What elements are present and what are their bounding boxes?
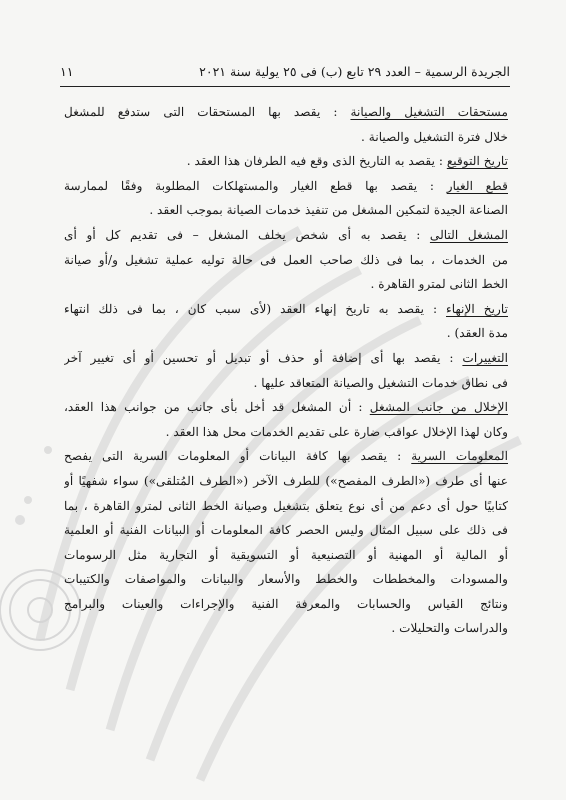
definition-item bbox=[64, 100, 508, 149]
definition-text: : أن المشغل قد أخل بأى جانب من جوانب هذا العقد، bbox=[64, 400, 370, 415]
definition-text: عنها أى طرف («الطرف المفصح») للطرف الآخر («الطرف المُتلقى») سواء شفهيًا أو bbox=[64, 473, 508, 488]
definition-item bbox=[64, 149, 508, 174]
definition-text: : يقصد به التاريخ الذى وقع فيه الطرفان هذا العقد . bbox=[186, 154, 447, 169]
header-rule bbox=[60, 86, 510, 87]
page-header bbox=[60, 62, 510, 84]
definition-text: : يقصد به أى شخص يخلف المشغل – فى تقديم كل أو أى bbox=[64, 227, 430, 242]
definitions-body bbox=[64, 100, 508, 641]
definition-text: والدراسات والتحليلات . bbox=[391, 621, 508, 636]
definition-term: قطع الغيار bbox=[446, 178, 508, 193]
definition-text: الخط الثانى لمترو القاهرة . bbox=[370, 277, 508, 292]
definition-text: خلال فترة التشغيل والصيانة . bbox=[361, 129, 508, 144]
definition-text: فى ذلك على سبيل المثال وليس الحصر كافة المعلومات أو البيانات الفنية أو العلمية bbox=[64, 523, 508, 538]
definition-term: المشغل التالى bbox=[429, 227, 508, 242]
definition-text: الصناعة الجيدة لتمكين المشغل من تنفيذ خدمات الصيانة بموجب العقد . bbox=[149, 203, 508, 218]
definition-term: التغييرات bbox=[462, 350, 508, 365]
definition-item bbox=[64, 395, 508, 444]
definition-text: من الخدمات ، بما فى ذلك صاحب العمل فى حالة توليه عملية تشغيل و/أو صيانة bbox=[64, 252, 508, 267]
definition-term: تاريخ التوقيع bbox=[446, 154, 508, 169]
definition-term: تاريخ الإنهاء bbox=[446, 301, 508, 316]
definition-text: كتابيًا حول أى دعم من أى نوع يتعلق بتشغيل وصيانة الخط الثانى لمترو القاهرة ، بما bbox=[64, 498, 508, 513]
definition-term: المعلومات السرية bbox=[411, 449, 508, 464]
definition-term: مستحقات التشغيل والصيانة bbox=[350, 105, 508, 119]
definition-text: : يقصد بها المستحقات التى ستدفع للمشغل bbox=[64, 105, 351, 119]
definition-text: : يقصد بها قطع الغيار والمستهلكات المطلوبة وفقًا لممارسة bbox=[64, 178, 447, 193]
definition-text: ونتائج القياس والحسابات والمعرفة الفنية والإجراءات والعينات والبرامج bbox=[64, 596, 508, 611]
definition-text: : يقصد بها كافة البيانات أو المعلومات السرية التى يفصح bbox=[64, 449, 412, 464]
definition-text: : يقصد به تاريخ إنهاء العقد (لأى سبب كان ، بما فى ذلك انتهاء bbox=[64, 301, 446, 316]
definition-text: وكان لهذا الإخلال عواقب ضارة على تقديم الخدمات محل هذا العقد . bbox=[165, 424, 508, 439]
page-number: ١١ bbox=[60, 64, 74, 79]
definition-text: والمسودات والمخططات والخطط والأسعار والبيانات والمواصفات والكتيبات bbox=[64, 572, 508, 587]
definition-item bbox=[64, 346, 508, 395]
definition-item bbox=[64, 174, 508, 223]
definition-item bbox=[64, 444, 508, 641]
gazette-title: الجريدة الرسمية – العدد ٢٩ تابع (ب) فى ٢٥ يولية سنة ٢٠٢١ bbox=[199, 64, 510, 79]
definition-text: مدة العقد) . bbox=[446, 326, 508, 341]
definition-item bbox=[64, 297, 508, 346]
definition-text: : يقصد بها أى إضافة أو حذف أو تبديل أو تحسين أو أى تغيير آخر bbox=[64, 350, 463, 365]
definition-item bbox=[64, 223, 508, 297]
definition-term: الإخلال من جانب المشغل bbox=[369, 400, 508, 415]
definition-text: أو المالية أو المهنية أو التصنيعية أو التسويقية أو التجارية مثل الرسومات bbox=[64, 547, 508, 562]
definition-text: فى نطاق خدمات التشغيل والصيانة المتعاقد عليها . bbox=[253, 375, 508, 390]
